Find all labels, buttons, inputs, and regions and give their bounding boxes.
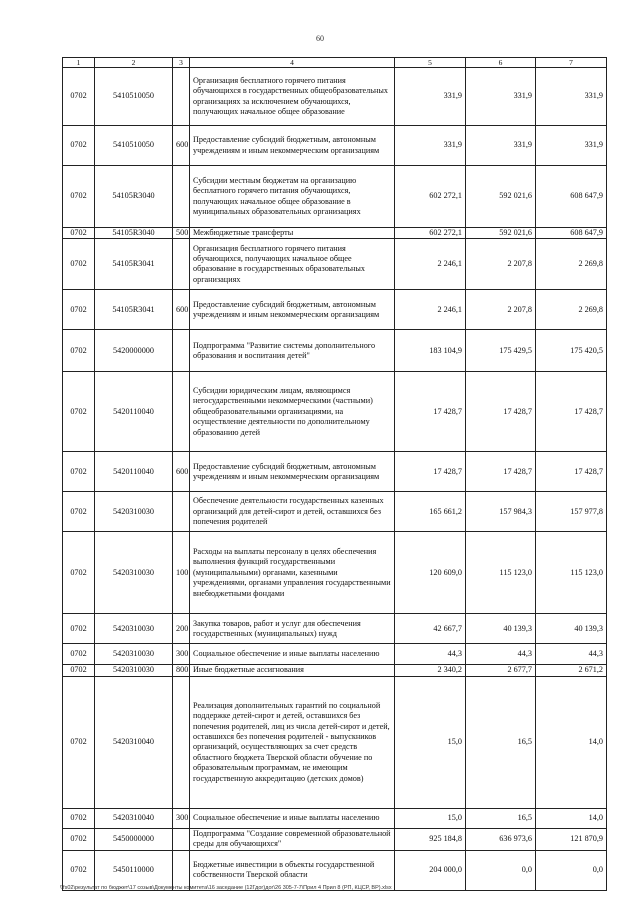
amount-cell: 17 428,7 <box>536 452 607 492</box>
amount-cell: 16,5 <box>466 676 536 808</box>
amount-cell: 115 123,0 <box>466 532 536 614</box>
section-code-cell: 0702 <box>63 452 95 492</box>
amount-cell: 40 139,3 <box>466 614 536 644</box>
target-article-cell: 54105R3040 <box>95 228 173 239</box>
expense-type-cell: 600 <box>173 290 190 330</box>
section-code-cell: 0702 <box>63 676 95 808</box>
amount-cell: 2 207,8 <box>466 290 536 330</box>
amount-cell: 2 677,7 <box>466 665 536 676</box>
expense-type-cell: 500 <box>173 228 190 239</box>
amount-cell: 636 973,6 <box>466 828 536 850</box>
amount-cell: 17 428,7 <box>395 372 466 452</box>
amount-cell: 44,3 <box>466 644 536 665</box>
expense-type-cell: 100 <box>173 532 190 614</box>
description-cell: Реализация дополнительных гарантий по социальной поддержке детей-сирот и детей, оставшихся без попечения родителей, лиц из числа детей-сирот и детей, оставшихся без попечения родителей - выпускников организаций, осуществляющих за счет средств областного бюджета Тверской области обучение по образовательным программам, не имеющим государственную аккредитацию (детских домов) <box>190 676 395 808</box>
expense-type-cell: 300 <box>173 644 190 665</box>
amount-cell: 44,3 <box>536 644 607 665</box>
amount-cell: 2 246,1 <box>395 290 466 330</box>
section-code-cell: 0702 <box>63 808 95 828</box>
section-code-cell: 0702 <box>63 492 95 532</box>
table-row <box>63 330 607 372</box>
target-article-cell: 5420110040 <box>95 372 173 452</box>
header-cell: 3 <box>173 58 190 68</box>
amount-cell: 2 269,8 <box>536 239 607 290</box>
target-article-cell: 54105R3041 <box>95 239 173 290</box>
section-code-cell: 0702 <box>63 372 95 452</box>
table-row <box>63 676 607 808</box>
page-number: 60 <box>316 34 324 43</box>
target-article-cell: 5420310030 <box>95 614 173 644</box>
amount-cell: 331,9 <box>536 68 607 126</box>
header-cell: 4 <box>190 58 395 68</box>
amount-cell: 40 139,3 <box>536 614 607 644</box>
description-cell: Социальное обеспечение и иные выплаты населению <box>190 644 395 665</box>
header-cell: 7 <box>536 58 607 68</box>
expense-type-cell: 200 <box>173 614 190 644</box>
amount-cell: 2 671,2 <box>536 665 607 676</box>
table-row <box>63 614 607 644</box>
table-row <box>63 166 607 228</box>
amount-cell: 204 000,0 <box>395 850 466 890</box>
description-cell: Бюджетные инвестиции в объекты государственной собственности Тверской области <box>190 850 395 890</box>
amount-cell: 183 104,9 <box>395 330 466 372</box>
table-row <box>63 644 607 665</box>
description-cell: Предоставление субсидий бюджетным, автономным учреждениям и иным некоммерческим организациям <box>190 452 395 492</box>
amount-cell: 14,0 <box>536 676 607 808</box>
amount-cell: 115 123,0 <box>536 532 607 614</box>
budget-table <box>62 57 607 891</box>
target-article-cell: 5420000000 <box>95 330 173 372</box>
section-code-cell: 0702 <box>63 290 95 330</box>
description-cell: Субсидии юридическим лицам, являющимся негосударственными некоммерческими (частными) общеобразовательными организациями, на осуществление деятельности по дополнительному образованию детей <box>190 372 395 452</box>
amount-cell: 120 609,0 <box>395 532 466 614</box>
table-row <box>63 532 607 614</box>
table-row <box>63 808 607 828</box>
amount-cell: 592 021,6 <box>466 166 536 228</box>
amount-cell: 157 984,3 <box>466 492 536 532</box>
section-code-cell: 0702 <box>63 665 95 676</box>
target-article-cell: 5420310030 <box>95 532 173 614</box>
section-code-cell: 0702 <box>63 166 95 228</box>
description-cell: Подпрограмма "Создание современной образовательной среды для обучающихся" <box>190 828 395 850</box>
expense-type-cell <box>173 68 190 126</box>
table-row <box>63 452 607 492</box>
amount-cell: 14,0 <box>536 808 607 828</box>
amount-cell: 331,9 <box>466 68 536 126</box>
amount-cell: 592 021,6 <box>466 228 536 239</box>
section-code-cell: 0702 <box>63 532 95 614</box>
target-article-cell: 5420110040 <box>95 452 173 492</box>
target-article-cell: 5450110000 <box>95 850 173 890</box>
amount-cell: 331,9 <box>536 126 607 166</box>
description-cell: Организация бесплатного горячего питания обучающихся в государственных общеобразовательных организациях за исключением обучающихся, получающих начальное общее образование <box>190 68 395 126</box>
description-cell: Предоставление субсидий бюджетным, автономным учреждениям и иным некоммерческим организациям <box>190 126 395 166</box>
file-path-footer: \\fs02\результат по бюджет\17 созыв\Документы комитета\16 заседание (12Гдог)дог\26 305-7-7\Прил 4 Прил 8 (РП, КЦСР, ВР).xlsx <box>60 885 392 891</box>
description-cell: Закупка товаров, работ и услуг для обеспечения государственных (муниципальных) нужд <box>190 614 395 644</box>
table-row <box>63 828 607 850</box>
amount-cell: 17 428,7 <box>395 452 466 492</box>
target-article-cell: 5420310030 <box>95 644 173 665</box>
amount-cell: 2 246,1 <box>395 239 466 290</box>
table-header-row <box>63 58 607 68</box>
amount-cell: 157 977,8 <box>536 492 607 532</box>
description-cell: Иные бюджетные ассигнования <box>190 665 395 676</box>
expense-type-cell: 600 <box>173 126 190 166</box>
expense-type-cell <box>173 676 190 808</box>
expense-type-cell <box>173 239 190 290</box>
amount-cell: 175 429,5 <box>466 330 536 372</box>
amount-cell: 2 269,8 <box>536 290 607 330</box>
amount-cell: 175 420,5 <box>536 330 607 372</box>
table-row <box>63 239 607 290</box>
section-code-cell: 0702 <box>63 126 95 166</box>
section-code-cell: 0702 <box>63 614 95 644</box>
header-cell: 2 <box>95 58 173 68</box>
table-row <box>63 290 607 330</box>
expense-type-cell: 600 <box>173 452 190 492</box>
amount-cell: 0,0 <box>466 850 536 890</box>
amount-cell: 15,0 <box>395 676 466 808</box>
amount-cell: 15,0 <box>395 808 466 828</box>
amount-cell: 17 428,7 <box>466 452 536 492</box>
table-row <box>63 665 607 676</box>
amount-cell: 17 428,7 <box>466 372 536 452</box>
target-article-cell: 5420310040 <box>95 808 173 828</box>
target-article-cell: 5420310030 <box>95 665 173 676</box>
description-cell: Предоставление субсидий бюджетным, автономным учреждениям и иным некоммерческим организациям <box>190 290 395 330</box>
expense-type-cell <box>173 166 190 228</box>
table-row <box>63 126 607 166</box>
section-code-cell: 0702 <box>63 68 95 126</box>
amount-cell: 2 340,2 <box>395 665 466 676</box>
amount-cell: 925 184,8 <box>395 828 466 850</box>
expense-type-cell <box>173 330 190 372</box>
header-cell: 1 <box>63 58 95 68</box>
description-cell: Подпрограмма "Развитие системы дополнительного образования и воспитания детей" <box>190 330 395 372</box>
amount-cell: 331,9 <box>466 126 536 166</box>
section-code-cell: 0702 <box>63 850 95 890</box>
description-cell: Субсидии местным бюджетам на организацию бесплатного горячего питания обучающихся, получающих начальное общее образование в муниципальных образовательных организациях <box>190 166 395 228</box>
amount-cell: 0,0 <box>536 850 607 890</box>
expense-type-cell <box>173 372 190 452</box>
amount-cell: 165 661,2 <box>395 492 466 532</box>
table-row <box>63 492 607 532</box>
section-code-cell: 0702 <box>63 239 95 290</box>
target-article-cell: 54105R3041 <box>95 290 173 330</box>
section-code-cell: 0702 <box>63 828 95 850</box>
amount-cell: 608 647,9 <box>536 166 607 228</box>
table-row <box>63 228 607 239</box>
table-row <box>63 68 607 126</box>
description-cell: Организация бесплатного горячего питания обучающихся, получающих начальное общее образование в государственных образовательных организациях <box>190 239 395 290</box>
description-cell: Расходы на выплаты персоналу в целях обеспечения выполнения функций государственными (муниципальными) органами, казенными учреждениями, органами управления государственными внебюджетными фондами <box>190 532 395 614</box>
description-cell: Обеспечение деятельности государственных казенных организаций для детей-сирот и детей, оставшихся без попечения родителей <box>190 492 395 532</box>
section-code-cell: 0702 <box>63 228 95 239</box>
target-article-cell: 5420310040 <box>95 676 173 808</box>
target-article-cell: 5410510050 <box>95 68 173 126</box>
expense-type-cell <box>173 828 190 850</box>
header-cell: 5 <box>395 58 466 68</box>
header-cell: 6 <box>466 58 536 68</box>
description-cell: Межбюджетные трансферты <box>190 228 395 239</box>
amount-cell: 2 207,8 <box>466 239 536 290</box>
amount-cell: 331,9 <box>395 68 466 126</box>
amount-cell: 602 272,1 <box>395 228 466 239</box>
expense-type-cell: 800 <box>173 665 190 676</box>
amount-cell: 42 667,7 <box>395 614 466 644</box>
table-row <box>63 372 607 452</box>
amount-cell: 608 647,9 <box>536 228 607 239</box>
amount-cell: 44,3 <box>395 644 466 665</box>
amount-cell: 16,5 <box>466 808 536 828</box>
expense-type-cell <box>173 492 190 532</box>
target-article-cell: 5450000000 <box>95 828 173 850</box>
section-code-cell: 0702 <box>63 330 95 372</box>
section-code-cell: 0702 <box>63 644 95 665</box>
amount-cell: 17 428,7 <box>536 372 607 452</box>
expense-type-cell: 300 <box>173 808 190 828</box>
target-article-cell: 5410510050 <box>95 126 173 166</box>
amount-cell: 121 870,9 <box>536 828 607 850</box>
target-article-cell: 54105R3040 <box>95 166 173 228</box>
amount-cell: 331,9 <box>395 126 466 166</box>
target-article-cell: 5420310030 <box>95 492 173 532</box>
description-cell: Социальное обеспечение и иные выплаты населению <box>190 808 395 828</box>
amount-cell: 602 272,1 <box>395 166 466 228</box>
